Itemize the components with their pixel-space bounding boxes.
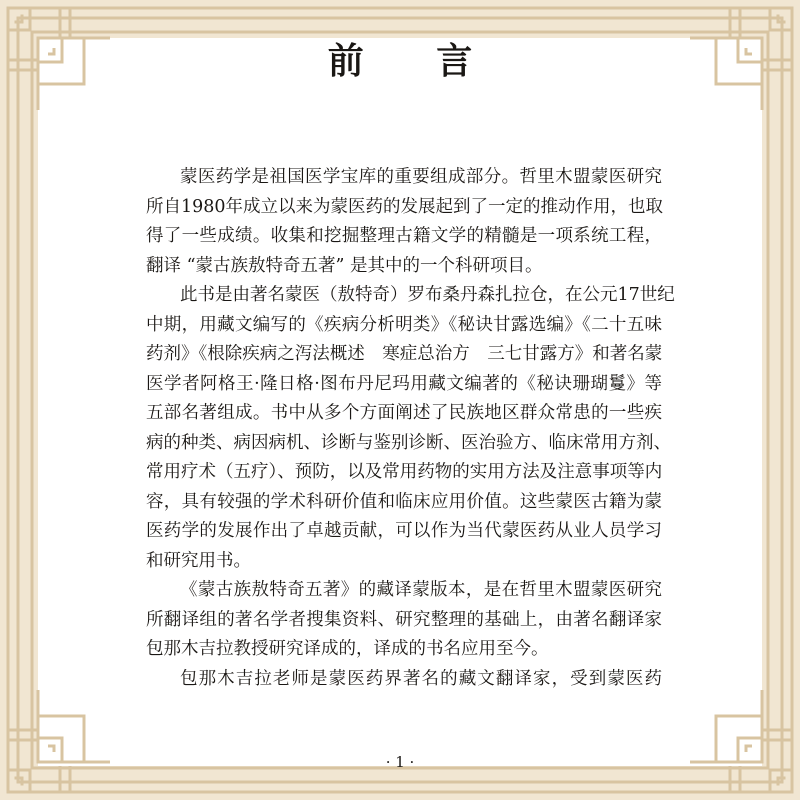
text-line: 医学者阿格王·隆日格·图布丹尼玛用藏文编著的《秘诀珊瑚鬘》等 bbox=[146, 373, 662, 394]
text-line: 包那木吉拉教授研究译成的，译成的书名应用至今。 bbox=[146, 639, 549, 659]
paragraph-4 bbox=[146, 665, 662, 695]
paragraph-3 bbox=[146, 576, 662, 665]
text-line: 所翻译组的著名学者搜集资料、研究整理的基础上，由著名翻译家 bbox=[146, 609, 662, 630]
preface-body bbox=[146, 163, 675, 694]
text-line: 得了一些成绩。收集和挖掘整理古籍文学的精髓是一项系统工程， bbox=[146, 226, 662, 246]
text-line: 包那木吉拉老师是蒙医药界著名的藏文翻译家，受到蒙医药 bbox=[180, 668, 662, 689]
text-line: 药剂》《根除疾病之泻法概述 寒症总治方 三七甘露方》和著名蒙 bbox=[146, 344, 663, 364]
text-line: 翻译 “蒙古族敖特奇五著” 是其中的一个科研项目。 bbox=[146, 255, 543, 276]
text-line: 常用疗术（五疗）、预防，以及常用药物的实用方法及注意事项等内 bbox=[146, 462, 663, 482]
page-number: · 1 · bbox=[385, 753, 415, 771]
text-line: 此书是由著名蒙医（敖特奇）罗布桑丹森扎拉仓，在公元17世纪 bbox=[180, 285, 675, 305]
text-line: 《蒙古族敖特奇五著》的藏译蒙版本，是在哲里木盟蒙医研究 bbox=[180, 580, 662, 600]
text-line: 蒙医药学是祖国医学宝库的重要组成部分。哲里木盟蒙医研究 bbox=[180, 167, 662, 187]
text-line: 医药学的发展作出了卓越贡献，可以作为当代蒙医药从业人员学习 bbox=[146, 521, 662, 541]
text-line: 病的种类、病因病机、诊断与鉴别诊断、医治验方、临床常用方剂、 bbox=[146, 432, 671, 453]
paragraph-1 bbox=[146, 163, 662, 281]
text-line: 容，具有较强的学术科研价值和临床应用价值。这些蒙医古籍为蒙 bbox=[146, 491, 662, 512]
text-line: 所自1980年成立以来为蒙医药的发展起到了一定的推动作用，也取 bbox=[146, 196, 664, 217]
paragraph-2 bbox=[146, 281, 675, 576]
text-line: 和研究用书。 bbox=[146, 550, 251, 571]
page-title: 前 言 bbox=[327, 40, 503, 82]
text-line: 五部名著组成。书中从多个方面阐述了民族地区群众常患的一些疾 bbox=[146, 403, 662, 423]
text-line: 中期，用藏文编写的《疾病分析明类》《秘诀甘露选编》《二十五味 bbox=[146, 314, 662, 335]
